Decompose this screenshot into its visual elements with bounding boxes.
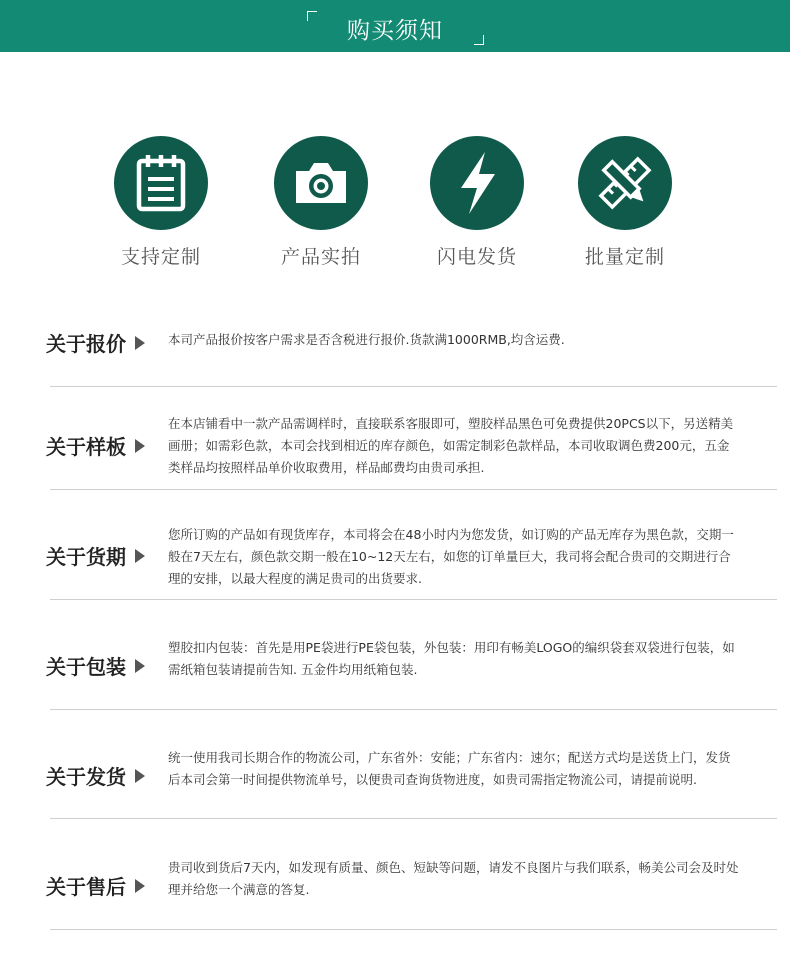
- section-title-text: 关于发货: [46, 765, 126, 789]
- divider: [50, 929, 777, 930]
- section-text-after-sales: 贵司收到货后7天内，如发现有质量、颜色、短缺等问题，请发不良图片与我们联系，畅美公司会及时处理并给您一个满意的答复.: [168, 860, 739, 897]
- clipboard-icon: [114, 136, 208, 230]
- page-title: 购买须知: [347, 18, 443, 44]
- caret-right-icon: [135, 769, 145, 783]
- corner-bracket-bottom-right: [474, 35, 484, 45]
- header-banner: [0, 0, 790, 52]
- section-text-shipping: 统一使用我司长期合作的物流公司，广东省外：安能；广东省内：速尔；配送方式均是送货上门，发货后本司会第一时间提供物流单号，以便贵司查询货物进度，如贵司需指定物流公司，请提前说明.: [168, 750, 731, 787]
- feature-label: 闪电发货: [436, 246, 517, 268]
- section-text-packaging: 塑胶扣内包装：首先是用PE袋进行PE袋包装，外包装：用印有畅美LOGO的编织袋套双袋进行包装，如需纸箱包装请提前告知. 五金件均用纸箱包装.: [168, 640, 735, 677]
- section-title-text: 关于报价: [46, 332, 126, 356]
- feature-label: 支持定制: [120, 246, 201, 268]
- section-title-lead-time: [46, 541, 145, 570]
- feature-custom: [81, 136, 241, 269]
- section-title-text: 关于样板: [46, 435, 126, 459]
- caret-right-icon: [135, 549, 145, 563]
- divider: [50, 599, 777, 600]
- section-title-text: 关于货期: [46, 545, 126, 569]
- section-title-text: 关于包装: [46, 655, 126, 679]
- section-title-after-sales: [46, 871, 145, 900]
- divider: [50, 818, 777, 819]
- pencil-ruler-icon: [578, 136, 672, 230]
- section-title-packaging: [46, 651, 145, 680]
- feature-real-photo: [241, 136, 401, 269]
- camera-icon: [274, 136, 368, 230]
- feature-label: 批量定制: [584, 246, 665, 268]
- caret-right-icon: [135, 659, 145, 673]
- section-text-lead-time: 您所订购的产品如有现货库存，本司将会在48小时内为您发货，如订购的产品无库存为黑色款，交期一般在7天左右，颜色款交期一般在10~12天左右，如您的订单量巨大，我司将会配合贵司的交期进行合理的安排，以最大程度的满足贵司的出货要求.: [168, 527, 734, 586]
- divider: [50, 709, 777, 710]
- divider: [50, 489, 777, 490]
- section-title-shipping: [46, 761, 145, 790]
- lightning-icon: [430, 136, 524, 230]
- section-text-sample: 在本店铺看中一款产品需调样时，直接联系客服即可，塑胶样品黑色可免费提供20PCS以下，另送精美画册；如需彩色款，本司会找到相近的库存颜色，如需定制彩色款样品，本司收取调色费200元，五金类样品均按照样品单价收取费用，样品邮费均由贵司承担.: [168, 416, 734, 475]
- caret-right-icon: [135, 439, 145, 453]
- divider: [50, 386, 777, 387]
- feature-fast-shipping: [397, 136, 557, 269]
- section-title-sample: [46, 431, 145, 460]
- section-title-quote: [46, 328, 145, 357]
- feature-label: 产品实拍: [280, 246, 361, 268]
- section-title-text: 关于售后: [46, 875, 126, 899]
- caret-right-icon: [135, 336, 145, 350]
- feature-bulk-custom: [545, 136, 705, 269]
- section-text-quote: 本司产品报价按客户需求是否含税进行报价.货款满1000RMB,均含运费.: [168, 332, 565, 347]
- caret-right-icon: [135, 879, 145, 893]
